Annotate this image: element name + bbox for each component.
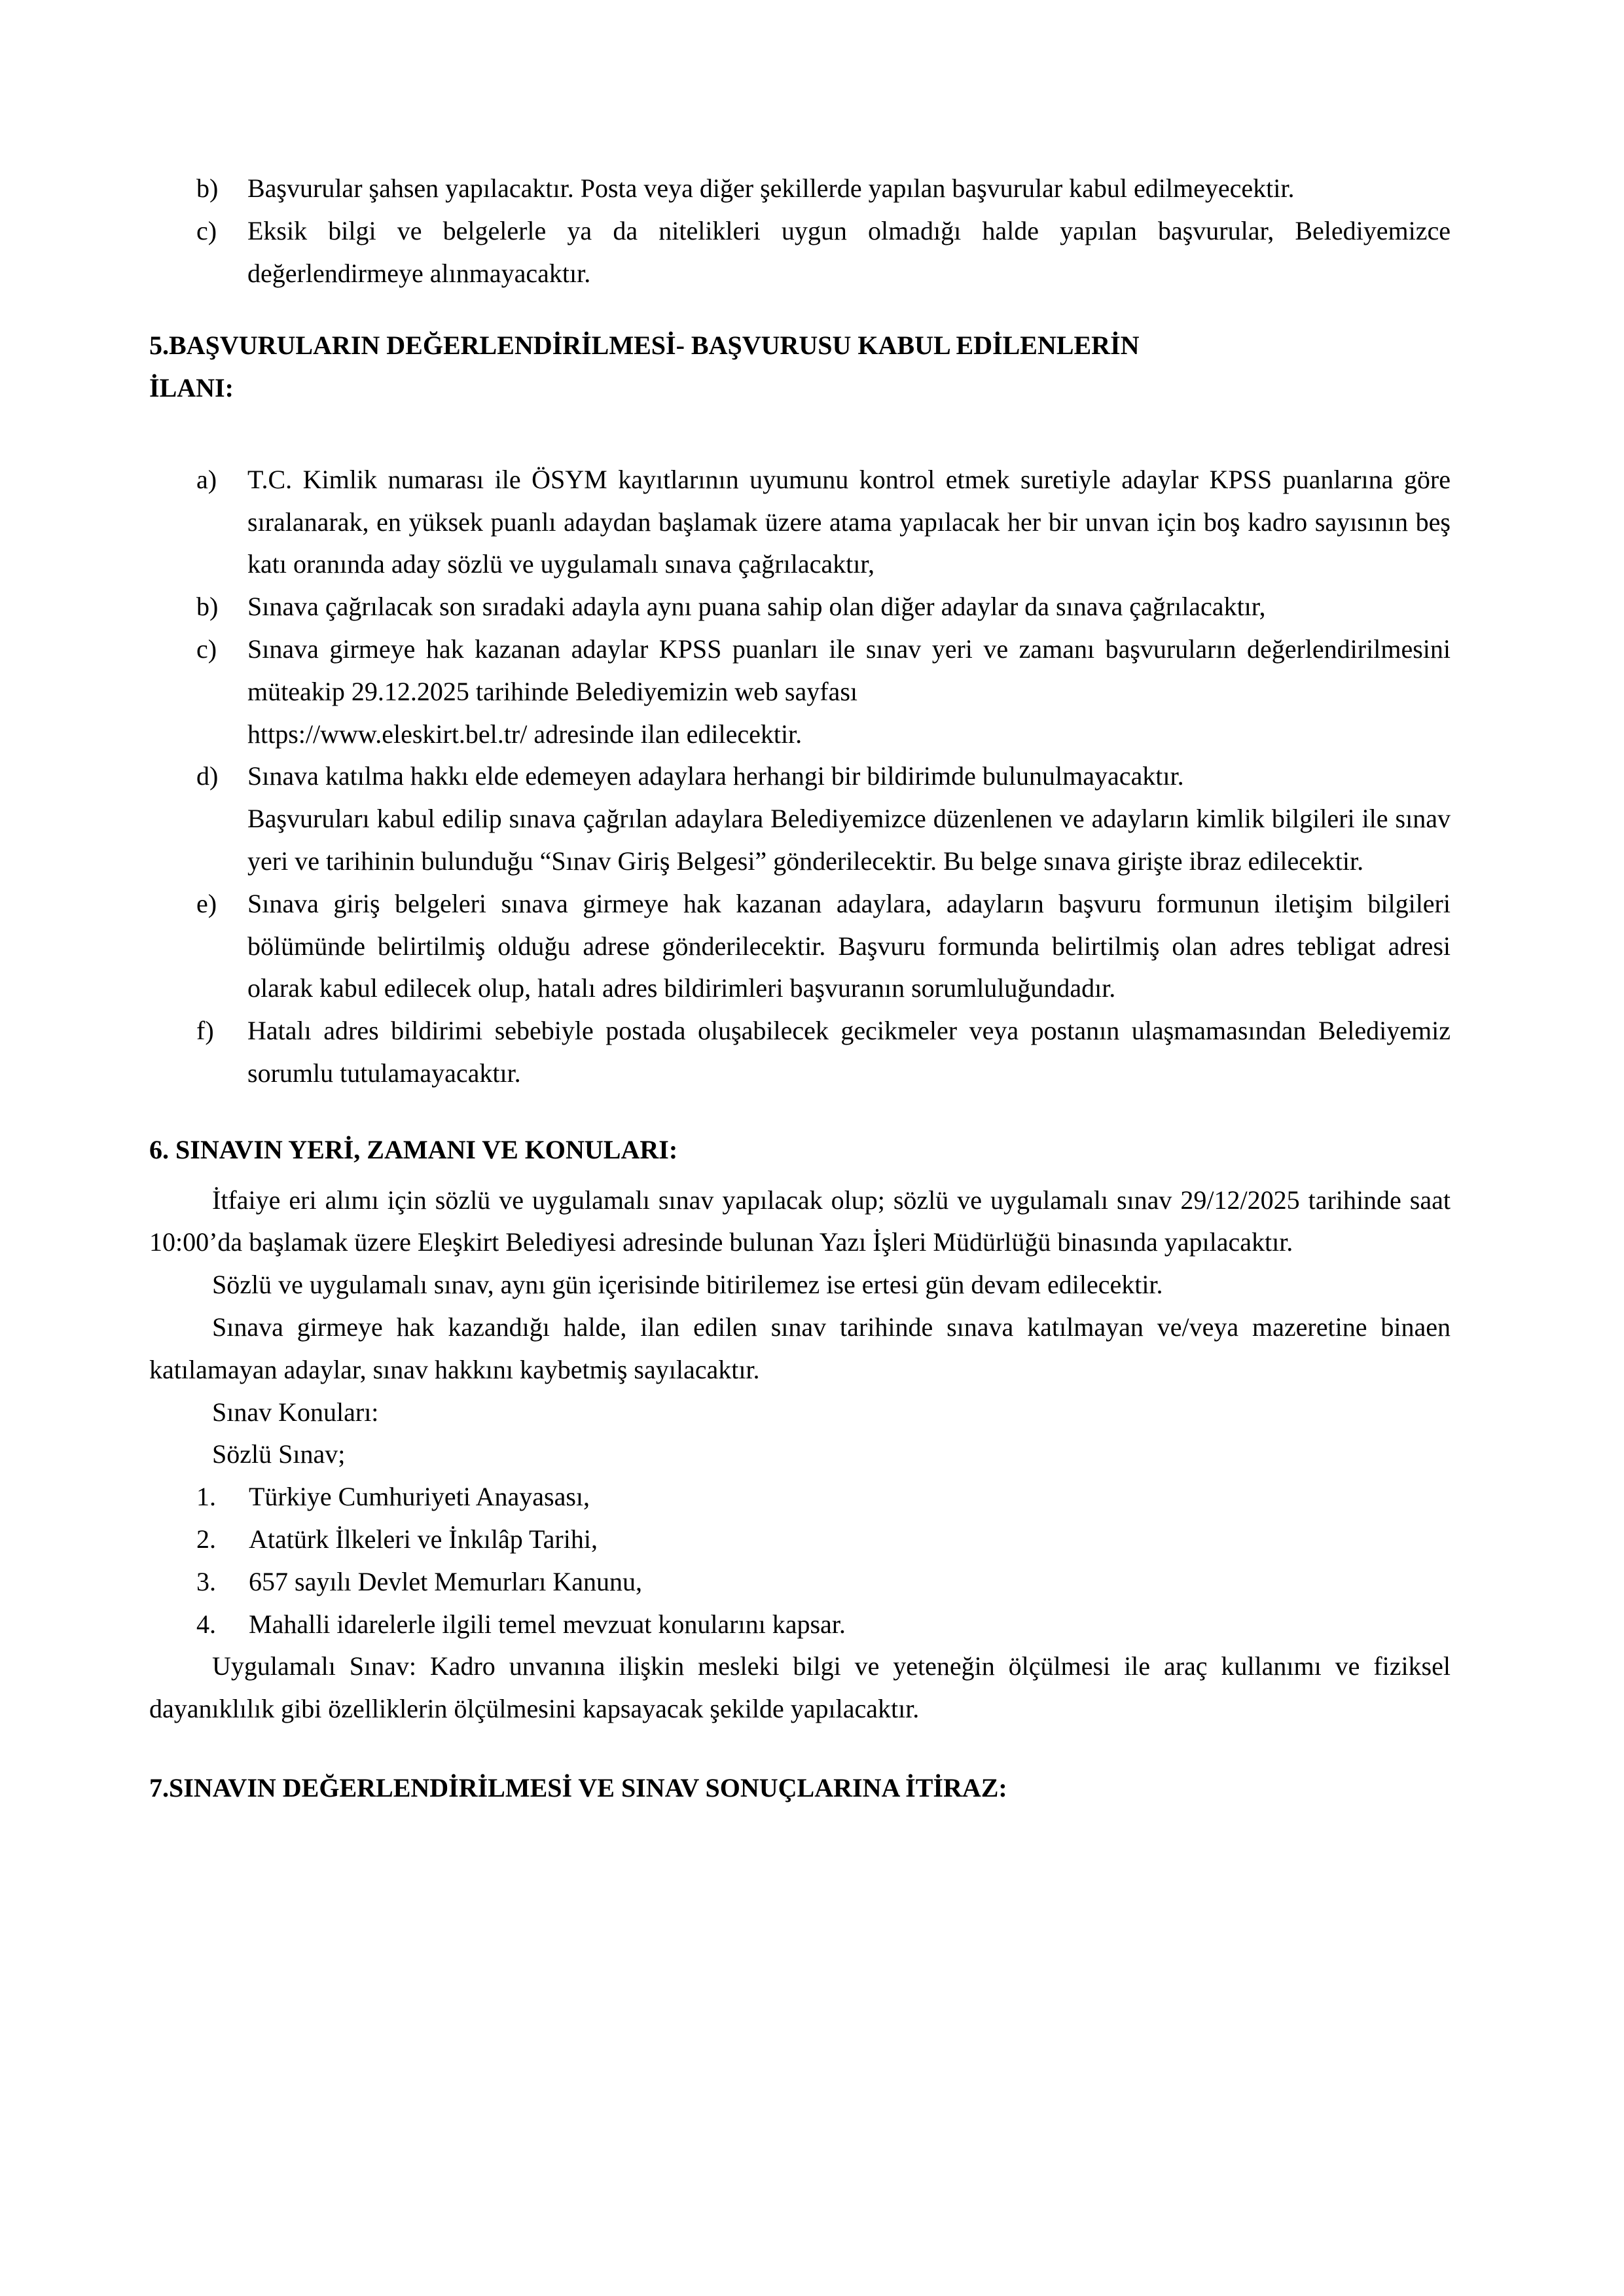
website-announcement-line: https://www.eleskirt.bel.tr/ adresinde ilan edilecektir.	[247, 719, 803, 749]
list-item-text: Sınava girmeye hak kazanan adaylar KPSS puanları ile sınav yeri ve zamanı başvuruların değerlendirilmesini müteakip 29.12.2025 tarihinde Belediyemizin web sayfası	[247, 634, 1451, 706]
list-item-text: 657 sayılı Devlet Memurları Kanunu,	[249, 1566, 642, 1596]
list-item-text: Başvurular şahsen yapılacaktır. Posta veya diğer şekillerde yapılan başvurular kabul edilmeyecektir.	[247, 173, 1295, 203]
list-marker: b)	[196, 173, 219, 203]
section-7-heading: 7.SINAVIN DEĞERLENDİRİLMESİ VE SINAV SONUÇLARINA İTİRAZ:	[149, 1772, 1007, 1803]
list-item-text: Türkiye Cumhuriyeti Anayasası,	[249, 1482, 590, 1512]
list-item-text: Atatürk İlkeleri ve İnkılâp Tarihi,	[249, 1524, 598, 1554]
exam-absence-paragraph: Sınava girmeye hak kazandığı halde, ilan edilen sınav tarihinde sınava katılmayan ve/veya mazeretine binaen katılamayan adaylar, sınav hakkını kaybetmiş sayılacaktır.	[149, 1312, 1451, 1384]
list-item-text: T.C. Kimlik numarası ile ÖSYM kayıtlarının uyumunu kontrol etmek suretiyle adaylar KPSS puanlarına göre sıralanarak, en yüksek puanlı adaydan başlamak üzere atama yapılacak her bir unvan için boş kadro sayısının beş katı oranında aday sözlü ve uygulamalı sınava çağrılacaktır,	[247, 464, 1451, 579]
list-marker: e)	[196, 888, 217, 918]
list-marker: 4.	[196, 1609, 216, 1639]
list-item	[149, 459, 1451, 586]
list-item	[149, 1476, 1451, 1518]
list-item	[149, 883, 1451, 1010]
list-item	[149, 1604, 1451, 1646]
top-continuation-list	[149, 168, 1451, 295]
oral-exam-label: Sözlü Sınav;	[212, 1439, 346, 1469]
exam-subjects-label: Sınav Konuları:	[212, 1397, 379, 1427]
list-item	[149, 586, 1451, 628]
list-item-text: Mahalli idarelerle ilgili temel mevzuat konularını kapsar.	[249, 1609, 846, 1639]
list-marker: 3.	[196, 1566, 216, 1596]
list-item-text: Hatalı adres bildirimi sebebiyle postada oluşabilecek gecikmeler veya postanın ulaşmamasından Belediyemiz sorumlu tutulamayacaktır.	[247, 1016, 1451, 1088]
list-marker: f)	[196, 1016, 214, 1046]
list-item-text: Sınava çağrılacak son sıradaki adayla aynı puana sahip olan diğer adaylar da sınava çağrılacaktır,	[247, 592, 1266, 622]
exam-place-time-paragraph: İtfaiye eri alımı için sözlü ve uygulamalı sınav yapılacak olup; sözlü ve uygulamalı sınav 29/12/2025 tarihinde saat 10:00’da başlamak üzere Eleşkirt Belediyesi adresinde bulunan Yazı İşleri Müdürlüğü binasında yapılacaktır.	[149, 1185, 1451, 1257]
list-item	[149, 168, 1451, 210]
exam-subjects-list	[149, 1476, 1451, 1645]
list-item	[149, 1518, 1451, 1561]
list-marker: 1.	[196, 1482, 216, 1512]
section-6-heading: 6. SINAVIN YERİ, ZAMANI VE KONULARI:	[149, 1134, 678, 1164]
list-item	[149, 1010, 1451, 1095]
section-5-heading-line-1: 5.BAŞVURULARIN DEĞERLENDİRİLMESİ- BAŞVURUSU KABUL EDİLENLERİN	[149, 331, 1140, 361]
list-marker: a)	[196, 464, 217, 494]
list-marker: c)	[196, 634, 217, 664]
section-5-heading-line-2: İLANI:	[149, 373, 234, 403]
list-item-text: Sınava katılma hakkı elde edemeyen adaylara herhangi bir bildirimde bulunulmayacaktır.	[247, 761, 1184, 791]
list-marker: d)	[196, 761, 219, 791]
list-item-text: Eksik bilgi ve belgelerle ya da nitelikleri uygun olmadığı halde yapılan başvurular, Belediyemizce değerlendirmeye alınmayacaktır.	[247, 215, 1451, 288]
exam-entry-document-note: Başvuruları kabul edilip sınava çağrılan adaylara Belediyemizce düzenlenen ve adayların kimlik bilgileri ile sınav yeri ve tarihinin bulunduğu “Sınav Giriş Belgesi” gönderilecektir. Bu belge sınava girişte ibraz edilecektir.	[247, 804, 1451, 876]
list-marker: c)	[196, 215, 217, 245]
section-5-list	[149, 459, 1451, 1095]
list-item-text: Sınava giriş belgeleri sınava girmeye hak kazanan adaylara, adayların başvuru formunun iletişim bilgileri bölümünde belirtilmiş olduğu adrese gönderilecektir. Başvuru formunda belirtilmiş olan adres tebligat adresi olarak kabul edilecek olup, hatalı adres bildirimleri başvuranın sorumluluğundadır.	[247, 888, 1451, 1003]
list-item	[149, 210, 1451, 295]
list-item	[149, 628, 1451, 755]
list-marker: b)	[196, 592, 219, 622]
list-marker: 2.	[196, 1524, 216, 1554]
list-item	[149, 1561, 1451, 1604]
exam-continuation-paragraph: Sözlü ve uygulamalı sınav, aynı gün içerisinde bitirilemez ise ertesi gün devam edilecektir.	[212, 1270, 1163, 1300]
list-item	[149, 755, 1451, 882]
practical-exam-paragraph: Uygulamalı Sınav: Kadro unvanına ilişkin mesleki bilgi ve yeteneğin ölçülmesi ile araç kullanımı ve fiziksel dayanıklılık gibi özelliklerin ölçülmesini kapsayacak şekilde yapılacaktır.	[149, 1651, 1451, 1724]
section-5-heading	[149, 325, 1451, 452]
